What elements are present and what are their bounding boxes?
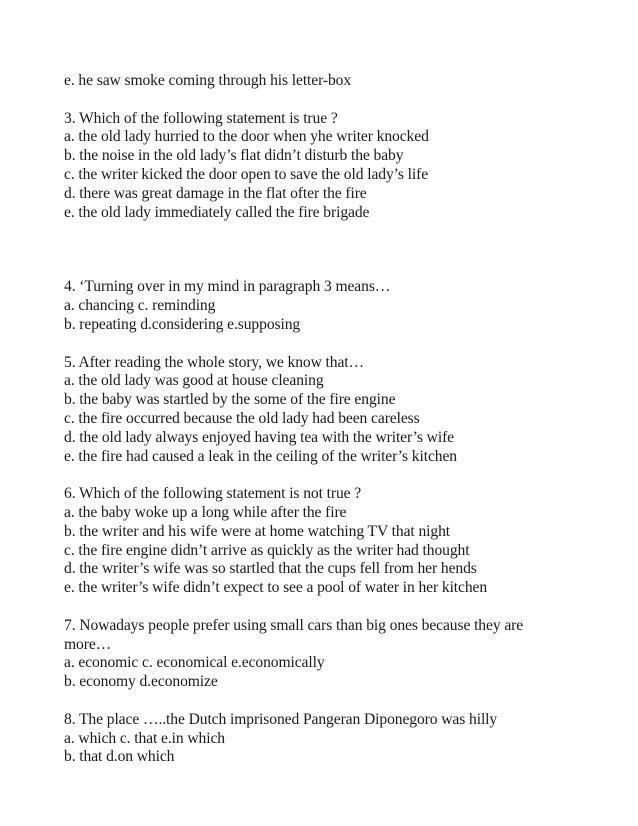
- q6-option-d: d. the writer’s wife was so startled that the cups fell from her hends: [64, 560, 477, 578]
- q5-option-d: d. the old lady always enjoyed having tea with the writer’s wife: [64, 428, 454, 446]
- q3-option-e: e. the old lady immediately called the fire brigade: [64, 203, 370, 221]
- q8-options-row-2: b. that d.on which: [64, 748, 175, 766]
- question-text: [64, 72, 604, 767]
- q7-stem: 7. Nowadays people prefer using small cars than big ones because they are: [64, 616, 524, 634]
- q7-stem-continued: more…: [64, 635, 112, 653]
- q6-option-a: a. the baby woke up a long while after the fire: [64, 503, 347, 521]
- spacer: [64, 598, 604, 617]
- q8-options-row-1: a. which c. that e.in which: [64, 729, 225, 747]
- spacer: [64, 91, 604, 110]
- q5-stem: 5. After reading the whole story, we know that…: [64, 353, 365, 371]
- q5-option-c: c. the fire occurred because the old lady had been careless: [64, 409, 420, 427]
- spacer: [64, 222, 604, 278]
- q5-option-b: b. the baby was startled by the some of the fire engine: [64, 391, 396, 409]
- q3-option-d: d. there was great damage in the flat ofter the fire: [64, 184, 367, 202]
- q2-option-e: e. he saw smoke coming through his letter-box: [64, 72, 352, 89]
- q4-stem: 4. ‘Turning over in my mind in paragraph 3 means…: [64, 278, 391, 296]
- q3-option-a: a. the old lady hurried to the door when yhe writer knocked: [64, 128, 429, 146]
- q4-options-row-2: b. repeating d.considering e.supposing: [64, 315, 301, 333]
- q6-stem: 6. Which of the following statement is not true ?: [64, 485, 362, 503]
- q3-option-c: c. the writer kicked the door open to save the old lady’s life: [64, 165, 429, 183]
- q4-options-row-1: a. chancing c. reminding: [64, 297, 216, 315]
- q7-options-row-2: b. economy d.economize: [64, 673, 218, 691]
- spacer: [64, 466, 604, 485]
- q3-option-b: b. the noise in the old lady’s flat didn’t disturb the baby: [64, 147, 404, 165]
- q8-stem: 8. The place …..the Dutch imprisoned Pangeran Diponegoro was hilly: [64, 710, 498, 728]
- q6-option-b: b. the writer and his wife were at home watching TV that night: [64, 522, 450, 540]
- q6-option-c: c. the fire engine didn’t arrive as quickly as the writer had thought: [64, 541, 470, 559]
- q5-option-e: e. the fire had caused a leak in the ceiling of the writer’s kitchen: [64, 447, 457, 465]
- q5-option-a: a. the old lady was good at house cleaning: [64, 372, 324, 390]
- spacer: [64, 335, 604, 354]
- q3-stem: 3. Which of the following statement is true ?: [64, 109, 338, 127]
- q7-options-row-1: a. economic c. economical e.economically: [64, 654, 325, 672]
- spacer: [64, 692, 604, 711]
- q6-option-e: e. the writer’s wife didn’t expect to see a pool of water in her kitchen: [64, 579, 488, 597]
